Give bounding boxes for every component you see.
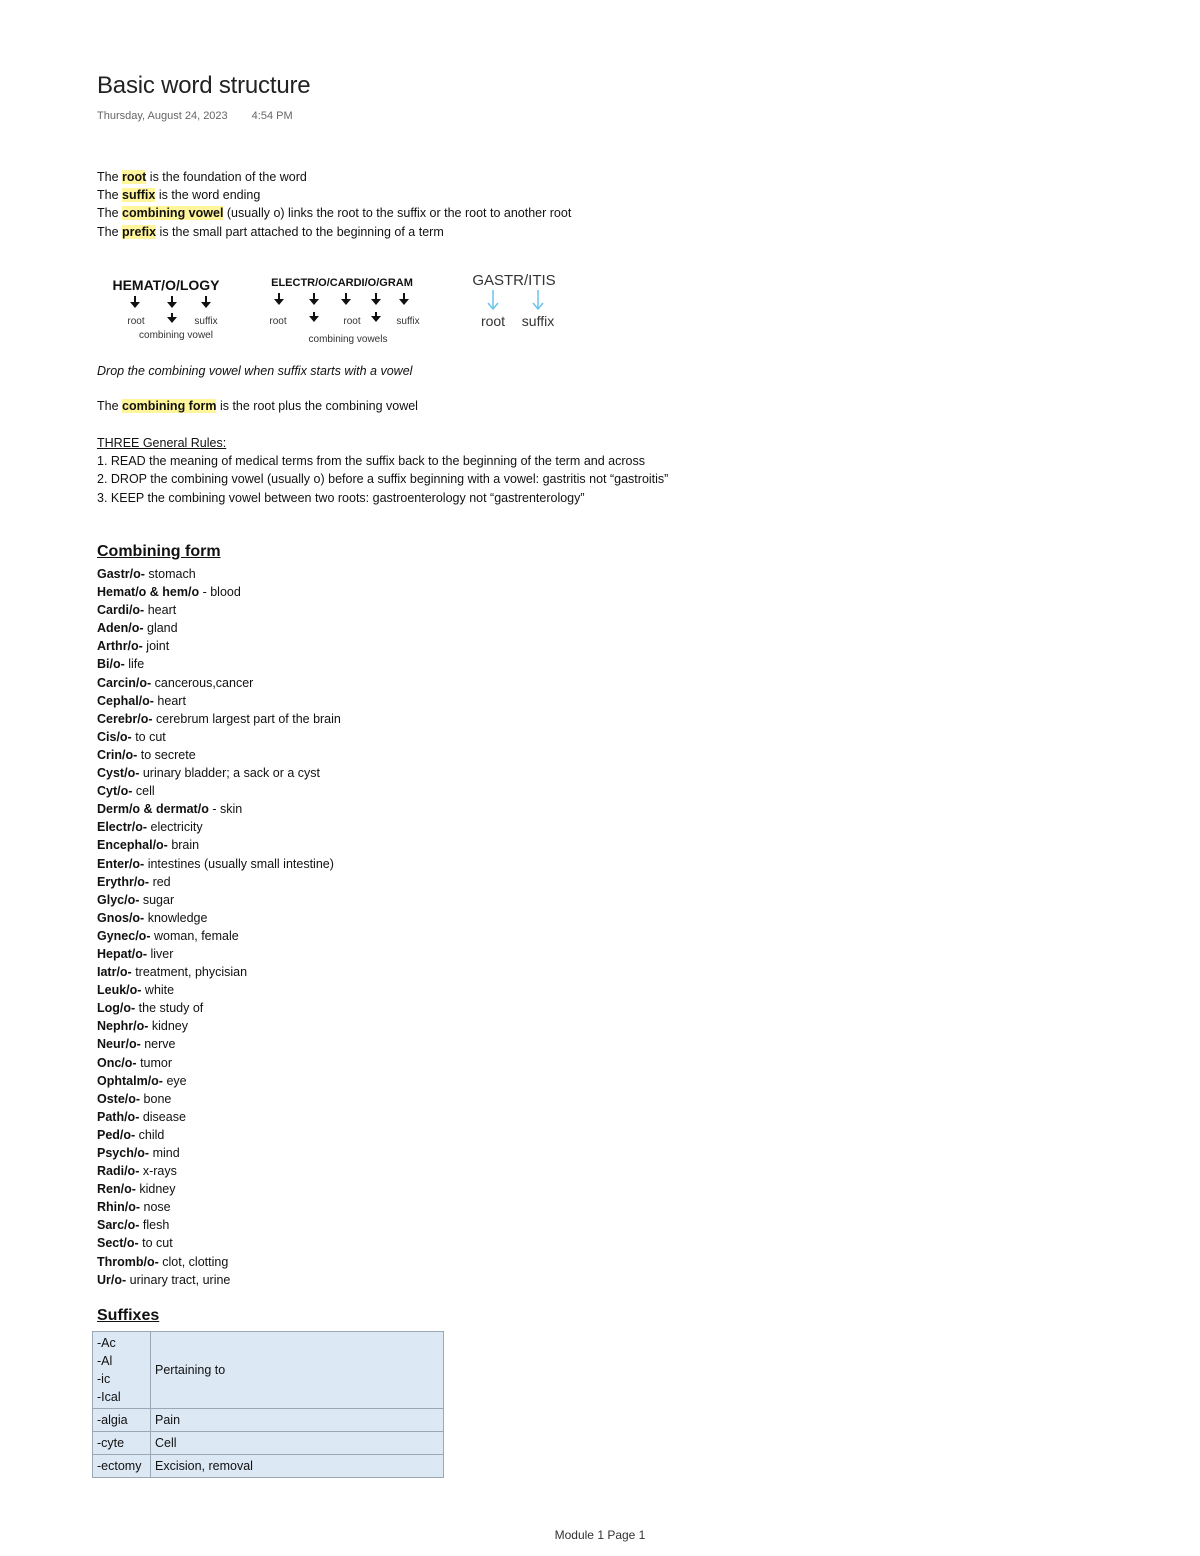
list-item: Cephal/o- heart — [97, 693, 186, 708]
diagram-word: GASTR/ITIS — [472, 272, 556, 289]
list-item: Enter/o- intestines (usually small intestine) — [97, 856, 334, 871]
intro-line: The root is the foundation of the word — [97, 170, 307, 184]
list-item: Iatr/o- treatment, phycisian — [97, 965, 248, 980]
table-row — [93, 1409, 444, 1432]
suffix-cell: -cyte — [93, 1432, 151, 1455]
rule-item: 2. DROP the combining vowel (usually o) before a suffix beginning with a vowel: gastritis not “gastroitis” — [97, 472, 669, 487]
meaning-cell: Cell — [151, 1432, 444, 1455]
word-diagram-electrocardiogram — [258, 272, 438, 347]
list-item: Gastr/o- stomach — [97, 567, 196, 581]
note-timestamp — [97, 110, 293, 122]
list-item: Ur/o- urinary tract, urine — [97, 1272, 231, 1287]
list-item: Sarc/o- flesh — [97, 1218, 170, 1233]
highlight: prefix — [122, 224, 157, 239]
list-item: Gynec/o- woman, female — [97, 928, 239, 943]
word-diagram-gastritis — [466, 268, 571, 334]
list-item: Arthr/o- joint — [97, 639, 170, 654]
combining-form-heading: Combining form — [97, 543, 221, 560]
list-item: Carcin/o- cancerous,cancer — [97, 675, 254, 690]
list-item: Electr/o- electricity — [97, 820, 203, 835]
rule-item: 1. READ the meaning of medical terms from the suffix back to the beginning of the term and across — [97, 454, 645, 469]
highlight: combining form — [122, 399, 217, 413]
intro-line: The prefix is the small part attached to the beginning of a term — [97, 224, 444, 239]
diagram-label: root — [127, 316, 145, 327]
list-item: Cyst/o- urinary bladder; a sack or a cyst — [97, 766, 321, 781]
list-item: Psych/o- mind — [97, 1146, 180, 1160]
arrow-down-icon — [274, 293, 409, 322]
meaning-cell: Excision, removal — [151, 1455, 444, 1478]
diagram-label: suffix — [194, 316, 218, 327]
list-item: Radi/o- x-rays — [97, 1164, 177, 1179]
list-item: Cerebr/o- cerebrum largest part of the brain — [97, 711, 341, 726]
list-item: Onc/o- tumor — [97, 1055, 173, 1070]
list-item: Sect/o- to cut — [97, 1236, 173, 1251]
list-item: Gnos/o- knowledge — [97, 910, 208, 925]
meaning-cell: Pertaining to — [151, 1332, 444, 1409]
list-item: Rhin/o- nose — [97, 1200, 171, 1215]
suffix-cell: -algia — [93, 1409, 151, 1432]
table-row — [93, 1332, 444, 1409]
list-item: Ophtalm/o- eye — [97, 1073, 187, 1088]
intro-line: The combining vowel (usually o) links the root to the suffix or the root to another root — [97, 206, 572, 221]
drop-vowel-note: Drop the combining vowel when suffix starts with a vowel — [97, 364, 413, 378]
diagram-label: combining vowels — [308, 334, 388, 345]
list-item: Nephr/o- kidney — [97, 1019, 188, 1034]
combining-form-definition: The combining form is the root plus the combining vowel — [97, 399, 418, 413]
list-item: Glyc/o- sugar — [97, 892, 175, 907]
page-title: Basic word structure — [97, 72, 311, 99]
list-item: Encephal/o- brain — [97, 838, 200, 853]
list-item: Bi/o- life — [97, 657, 145, 672]
diagram-label: suffix — [521, 313, 555, 329]
note-time: 4:54 PM — [251, 110, 293, 122]
arrow-down-icon — [130, 296, 211, 308]
suffix-cell: -Ac -Al -ic -Ical — [93, 1332, 151, 1409]
arrow-down-icon — [167, 313, 177, 323]
list-item: Thromb/o- clot, clotting — [97, 1254, 229, 1269]
diagram-label: root — [343, 316, 361, 327]
rule-item: 3. KEEP the combining vowel between two roots: gastroenterology not “gastrenterology” — [97, 490, 585, 505]
note-date: Thursday, August 24, 2023 — [97, 110, 228, 122]
list-item: Ped/o- child — [97, 1127, 165, 1142]
suffix-cell: -ectomy — [93, 1455, 151, 1478]
table-row — [93, 1432, 444, 1455]
list-item: Leuk/o- white — [97, 983, 175, 998]
intro-line: The suffix is the word ending — [97, 188, 261, 203]
highlight: suffix — [122, 188, 156, 203]
list-item: Cardi/o- heart — [97, 603, 177, 618]
diagram-label: combining vowel — [139, 330, 213, 341]
highlight: combining vowel — [122, 206, 224, 221]
suffixes-heading: Suffixes — [97, 1307, 160, 1324]
list-item: Aden/o- gland — [97, 621, 178, 636]
diagram-label: root — [269, 316, 287, 327]
list-item: Cyt/o- cell — [97, 784, 155, 799]
list-item: Oste/o- bone — [97, 1091, 172, 1106]
page-footer: Module 1 Page 1 — [554, 1528, 646, 1542]
suffixes-table — [92, 1331, 444, 1478]
rules-heading: THREE General Rules: — [97, 436, 227, 450]
list-item: Derm/o & dermat/o - skin — [97, 802, 243, 817]
list-item: Hepat/o- liver — [97, 946, 174, 961]
diagram-label: suffix — [396, 316, 420, 327]
intro-definitions — [97, 168, 571, 241]
highlight: root — [122, 170, 147, 184]
list-item: Crin/o- to secrete — [97, 747, 196, 762]
diagram-label: root — [480, 313, 506, 329]
list-item: Cis/o- to cut — [97, 729, 166, 744]
list-item: Erythr/o- red — [97, 874, 171, 889]
arrow-down-icon — [488, 290, 543, 309]
diagram-word: HEMAT/O/LOGY — [112, 277, 220, 293]
list-item: Hemat/o & hem/o - blood — [97, 585, 241, 600]
list-item: Log/o- the study of — [97, 1001, 204, 1016]
word-diagram-hematology — [100, 272, 240, 347]
general-rules — [97, 434, 668, 507]
meaning-cell: Pain — [151, 1409, 444, 1432]
list-item: Path/o- disease — [97, 1109, 186, 1124]
table-row — [93, 1455, 444, 1478]
combining-form-list — [97, 565, 341, 1289]
diagram-word: ELECTR/O/CARDI/O/GRAM — [271, 277, 413, 289]
list-item: Neur/o- nerve — [97, 1037, 176, 1052]
list-item: Ren/o- kidney — [97, 1182, 176, 1197]
